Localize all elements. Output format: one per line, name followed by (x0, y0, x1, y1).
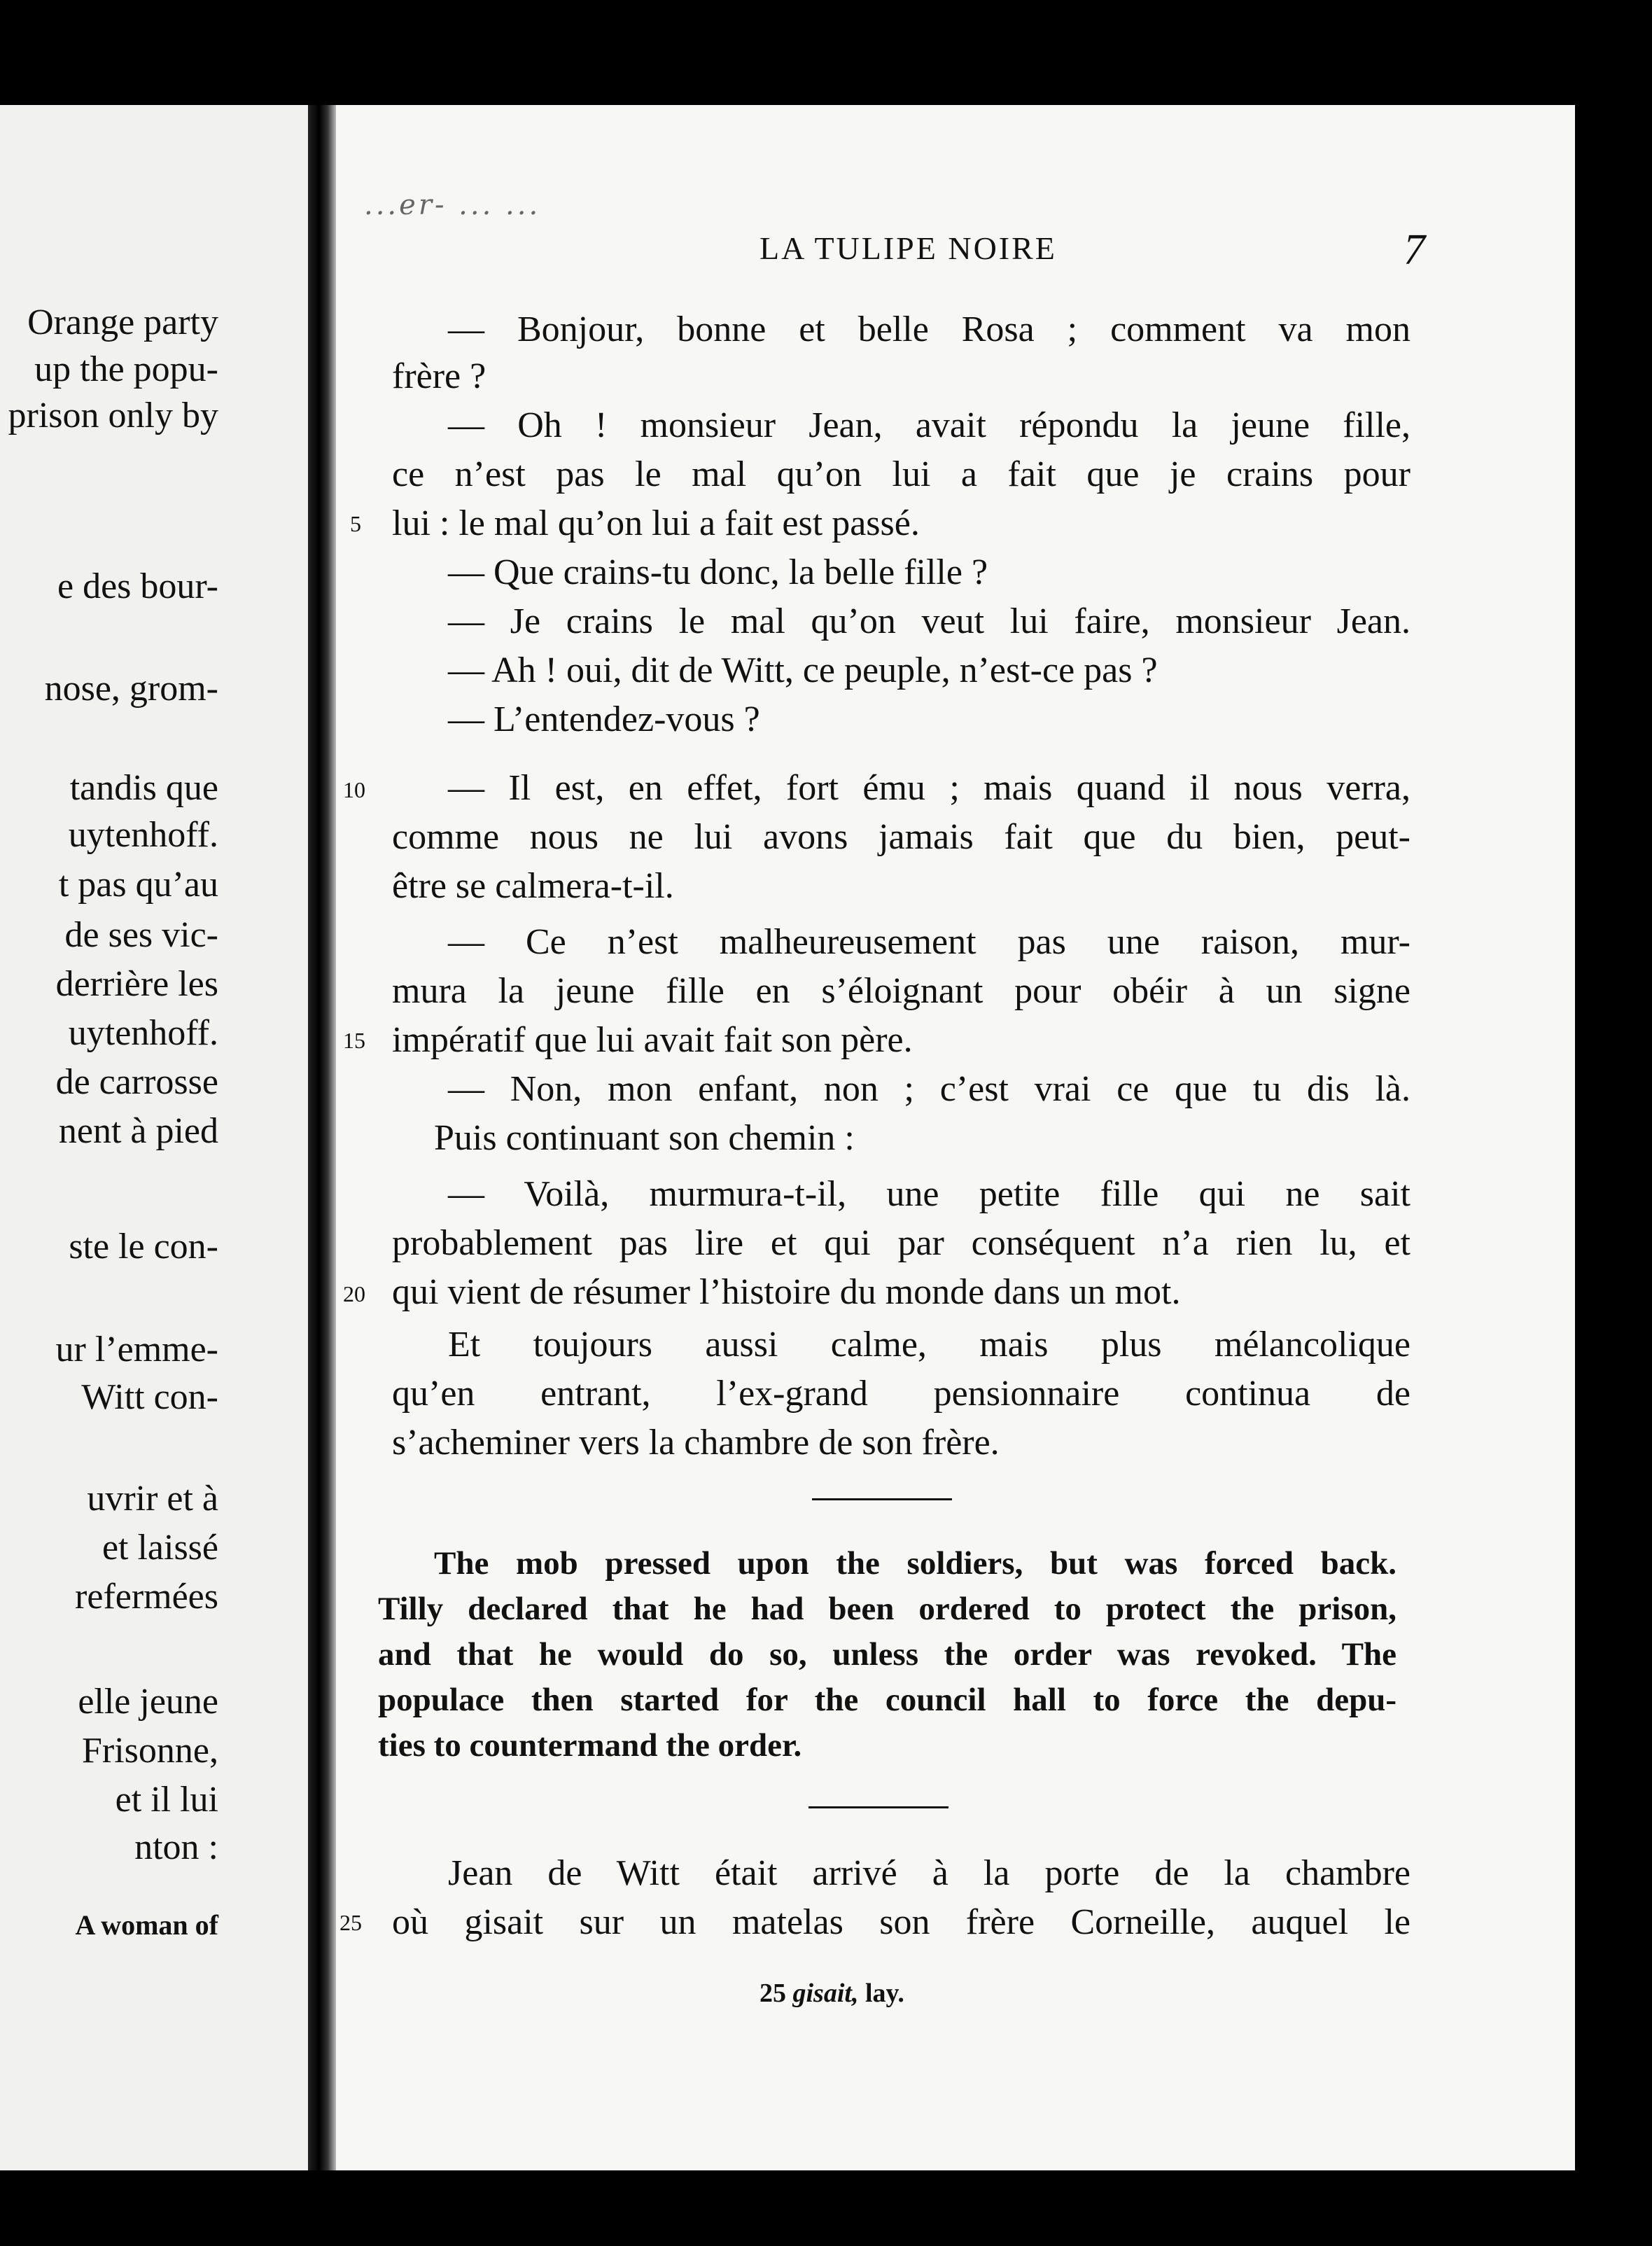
left-page-line: up the popu- (34, 349, 218, 389)
text-line: — Oh ! monsieur Jean, avait répondu la jeune fille, (448, 405, 1410, 445)
left-page-line: ste le con- (69, 1227, 218, 1267)
text-line: — Bonjour, bonne et belle Rosa ; comment va mon (448, 309, 1410, 349)
line-number: 20 (343, 1281, 365, 1306)
text-line: s’acheminer vers la chambre de son frère. (392, 1423, 1000, 1463)
text-line: Et toujours aussi calme, mais plus mélancolique (448, 1325, 1410, 1365)
english-summary-line: ties to countermand the order. (378, 1727, 802, 1764)
text-line: où gisait sur un matelas son frère Corneille, auquel le (392, 1902, 1410, 1942)
left-page-line: refermées (75, 1577, 218, 1617)
left-page-line: et il lui (115, 1780, 218, 1820)
line-number: 25 (340, 1910, 362, 1935)
line-number: 10 (343, 777, 365, 802)
english-summary-line: and that he would do so, unless the order was revoked. The (378, 1636, 1396, 1673)
left-page-line: uytenhoff. (68, 1013, 218, 1053)
text-line: être se calmera-t-il. (392, 866, 674, 906)
text-line: — Ah ! oui, dit de Witt, ce peuple, n’est-ce pas ? (448, 650, 1158, 690)
left-page-line: nose, grom- (44, 669, 218, 709)
text-line: impératif que lui avait fait son père. (392, 1020, 913, 1060)
text-line: — Il est, en effet, fort ému ; mais quand il nous verra, (448, 768, 1410, 808)
left-page-line: Witt con- (81, 1377, 218, 1417)
text-line: Jean de Witt était arrivé à la porte de la chambre (448, 1853, 1410, 1893)
english-summary-line: Tilly declared that he had been ordered to protect the prison, (378, 1591, 1396, 1627)
left-facing-page (0, 105, 308, 2170)
text-line: mura la jeune fille en s’éloignant pour obéir à un signe (392, 971, 1410, 1011)
footnote-gloss: lay. (864, 1979, 904, 2008)
left-page-line: de ses vic- (64, 915, 218, 955)
footnote (760, 1978, 904, 2009)
section-divider (808, 1806, 948, 1808)
left-page-line: Frisonne, (82, 1731, 218, 1771)
left-page-line: uvrir et à (87, 1479, 218, 1519)
text-line: ce n’est pas le mal qu’on lui a fait que je crains pour (392, 454, 1410, 494)
running-title: LA TULIPE NOIRE (760, 230, 1057, 266)
left-page-line: et laissé (102, 1528, 218, 1568)
left-page-line: de carrosse (55, 1062, 218, 1102)
left-page-line: e des bour- (57, 566, 218, 606)
book-gutter (308, 105, 336, 2170)
left-page-line: ur l’emme- (55, 1330, 218, 1369)
line-number: 15 (343, 1028, 365, 1053)
text-line: qu’en entrant, l’ex-grand pensionnaire continua de (392, 1374, 1410, 1414)
text-line: — Voilà, murmura-t-il, une petite fille qui ne sait (448, 1174, 1410, 1214)
text-line: — Ce n’est malheureusement pas une raison, mur- (448, 922, 1410, 962)
text-line: probablement pas lire et qui par conséquent n’a rien lu, et (392, 1223, 1410, 1263)
english-summary-line: The mob pressed upon the soldiers, but was forced back. (434, 1545, 1396, 1582)
text-line: — Non, mon enfant, non ; c’est vrai ce que tu dis là. (448, 1069, 1410, 1109)
text-line: qui vient de résumer l’histoire du monde dans un mot. (392, 1272, 1181, 1312)
left-page-line: nton : (134, 1827, 218, 1867)
text-line: comme nous ne lui avons jamais fait que du bien, peut- (392, 817, 1410, 857)
text-line: frère ? (392, 356, 486, 396)
text-line: — Que crains-tu donc, la belle fille ? (448, 552, 988, 592)
left-page-line: elle jeune (78, 1682, 218, 1722)
page-header (336, 226, 1575, 286)
text-line: — Je crains le mal qu’on veut lui faire, monsieur Jean. (448, 601, 1410, 641)
left-page-line: A woman of (75, 1909, 218, 1941)
left-page-line: derrière les (55, 964, 218, 1004)
left-page-line: uytenhoff. (68, 815, 218, 855)
left-page-line: tandis que (69, 768, 218, 808)
left-page-line: t pas qu’au (58, 865, 218, 905)
right-page (336, 105, 1575, 2170)
text-line: lui : le mal qu’on lui a fait est passé. (392, 503, 920, 543)
text-line: Puis continuant son chemin : (434, 1118, 855, 1158)
english-summary-line: populace then started for the council hall to force the depu- (378, 1682, 1396, 1718)
page-number: 7 (1404, 226, 1425, 274)
section-divider (812, 1498, 952, 1500)
left-page-line: prison only by (8, 396, 218, 435)
text-line: — L’entendez-vous ? (448, 699, 760, 739)
footnote-number: 25 (760, 1979, 786, 2008)
footnote-term: gisait, (792, 1979, 859, 2008)
line-number: 5 (350, 511, 361, 536)
handwritten-annotation: ...er- ... ... (364, 189, 541, 221)
left-page-line: Orange party (27, 302, 218, 342)
left-page-line: nent à pied (58, 1111, 218, 1151)
